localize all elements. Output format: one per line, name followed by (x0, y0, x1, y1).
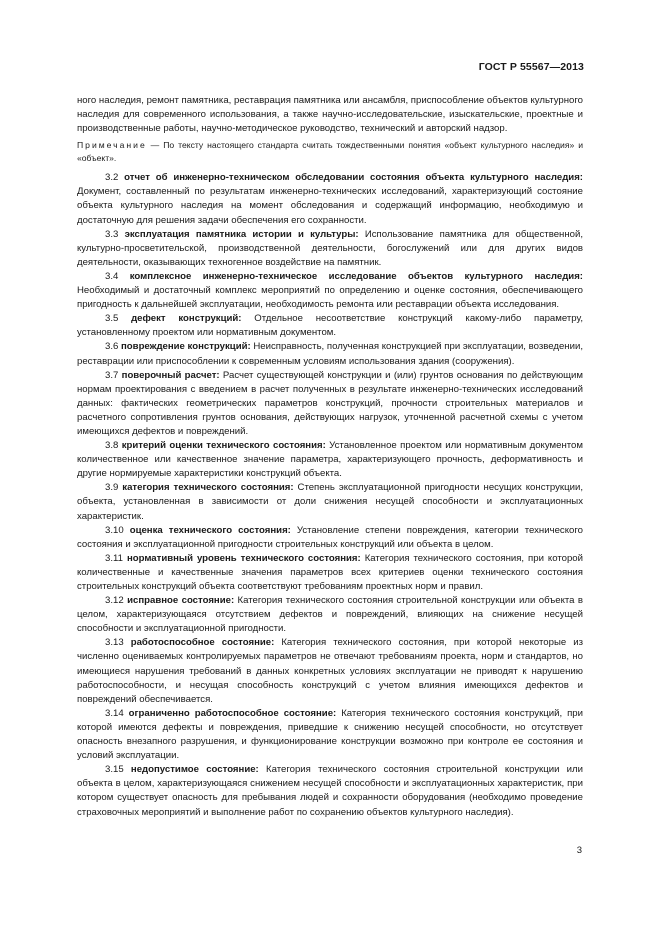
definition-text: Использование памятника для общественной, культурно-просветительской, производственной деятельности, богослужений или для других видов деятельности, оказывающих техногенное воздействие на памятник. (77, 228, 583, 268)
definition-3-2 (77, 171, 583, 227)
definition-number: 3.7 (105, 369, 119, 381)
definition-term: категория технического состояния: (122, 482, 294, 494)
definition-number: 3.4 (105, 270, 119, 282)
page-number: 3 (576, 845, 582, 856)
definition-3-10 (77, 524, 583, 552)
definition-text: Установление степени повреждения, категории технического состояния и эксплуатационной пригодности строительных конструкций или объекта в целом. (77, 524, 583, 550)
definition-number: 3.15 (105, 764, 124, 776)
definition-text: Категория технического состояния, при которой некоторые из численно оцениваемых контролируемых параметров не отвечают требованиям проекта, норм и стандартов, но имеющиеся нарушения требований в данных конкретных условиях эксплуатации не приводят к нарушению работоспособности, и несущая способность конструкций с учетом влияния имеющихся дефектов и повреждений обеспечивается. (77, 637, 583, 705)
definition-text: Категория технического состояния строительной конструкции или объекта в целом, характеризующаяся отсутствием дефектов и повреждений, влияющих на снижение несущей способности и эксплуатационной пригодности. (77, 595, 584, 635)
definition-3-14 (77, 707, 583, 763)
definition-number: 3.13 (105, 637, 124, 649)
definition-text: Степень эксплуатационной пригодности несущих конструкции, объекта, установленная в зависимости от доли снижения несущей способности и эксплуатационных характеристик. (77, 482, 583, 522)
definition-term: дефект конструкций: (131, 313, 242, 325)
definition-number: 3.5 (105, 313, 119, 325)
definition-number: 3.10 (105, 524, 124, 536)
definition-number: 3.3 (105, 228, 119, 240)
definition-3-15 (77, 763, 583, 819)
definition-number: 3.2 (105, 172, 119, 184)
definition-term: работоспособное состояние: (130, 637, 275, 649)
definition-text: Необходимый и достаточный комплекс мероприятий по определению и оценке состояния, обеспечивающего пригодность к дальнейшей эксплуатации, необходимость ремонта или реставрации объекта исследования. (77, 285, 583, 311)
definition-3-8 (77, 439, 583, 481)
definition-term: эксплуатация памятника истории и культуры: (124, 228, 359, 240)
definition-3-7 (77, 369, 583, 439)
definition-text: Расчет существующей конструкции и (или) грунтов основания по действующим нормам проектирования с введением в расчет полученных в результате инженерно-технических исследований данных: фактических геометрических параметров конструкций, прочности строительных материалов и расчетного сопротивления грунтов основания, действующих нагрузок, уточненной расчетной схемы с учетом имеющихся дефектов и повреждений. (77, 369, 583, 437)
definition-term: критерий оценки технического состояния: (121, 440, 326, 452)
definition-number: 3.6 (105, 341, 119, 353)
definition-text: Отдельное несоответствие конструкций какому-либо параметру, установленному проектом или нормативным документом. (77, 313, 583, 339)
definition-text: Неисправность, полученная конструкцией при эксплуатации, возведении, реставрации или приспособлении к современным условиям использования здания (сооружения). (77, 341, 583, 367)
definition-text: Установленное проектом или нормативным документом количественное или качественное значение параметра, характеризующего прочность, деформативность и другие нормируемые характеристики конструкций объекта. (77, 440, 583, 480)
definition-text: Категория технического состояния строительной конструкции или объекта в целом, характеризующаяся снижением несущей способности и эксплуатационных характеристик, при котором существует опасность для пребывания людей и сохранности оборудования (необходимо проведение страховочных мероприятий и выполнение работ по сохранению объектов культурного наследия). (77, 764, 583, 818)
note-text: — По тексту настоящего стандарта считать тождественными понятия «объект культурного наследия» и «объект». (77, 140, 583, 164)
definition-term: недопустимое состояние: (130, 764, 259, 776)
definition-3-12 (77, 594, 583, 636)
standard-code-header: ГОСТ Р 55567—2013 (478, 61, 584, 73)
definition-term: исправное состояние: (127, 595, 235, 607)
definition-term: повреждение конструкций: (121, 341, 251, 353)
definition-text: Категория технического состояния, при которой количественные и качественные значения параметров всех критериев оценки технического состояния строительных конструкций объекта соответствуют требованиям проектных норм и правил. (77, 552, 583, 592)
document-body (77, 94, 583, 820)
definition-term: комплексное инженерно-техническое исследование объектов культурного наследия: (129, 270, 583, 282)
definition-3-3 (77, 228, 583, 270)
definition-3-9 (77, 481, 583, 523)
definition-3-11 (77, 552, 583, 594)
definition-3-6 (77, 340, 583, 368)
definition-text: Документ, составленный по результатам инженерно-технических исследований, характеризующий состояние объекта культурного наследия на момент обследования и содержащий информацию, необходимую и достаточную для решения задачи обеспечения его сохранности. (77, 186, 583, 226)
note-label: Примечание (77, 140, 147, 151)
definition-term: оценка технического состояния: (129, 524, 291, 536)
definition-3-5 (77, 312, 583, 340)
definition-number: 3.8 (105, 440, 119, 452)
definition-number: 3.14 (105, 707, 124, 719)
definition-number: 3.11 (105, 552, 123, 564)
definition-3-4 (77, 270, 583, 312)
definition-text: Категория технического состояния конструкций, при которой имеются дефекты и повреждения, приведшие к снижению несущей способности, но отсутствует опасность внезапного разрушения, и функционирование конструкции возможно при контроле ее состояния и условий эксплуатации. (77, 707, 583, 762)
definition-3-13 (77, 636, 583, 706)
definition-term: нормативный уровень технического состояния: (126, 552, 361, 564)
note-paragraph (77, 139, 583, 165)
definition-number: 3.9 (105, 482, 119, 494)
intro-continuation-paragraph: ного наследия, ремонт памятника, реставрация памятника или ансамбля, приспособление объектов культурного наследия для современного использования, а также научно-исследовательские, изыскательские, проектные и производственные работы, научно-методическое руководство, технический и авторский надзор. (77, 95, 583, 135)
definition-term: поверочный расчет: (121, 369, 220, 381)
definition-term: отчет об инженерно-техническом обследовании состояния объекта культурного наследия: (124, 172, 583, 184)
definition-number: 3.12 (105, 595, 124, 607)
definition-term: ограниченно работоспособное состояние: (128, 707, 337, 719)
